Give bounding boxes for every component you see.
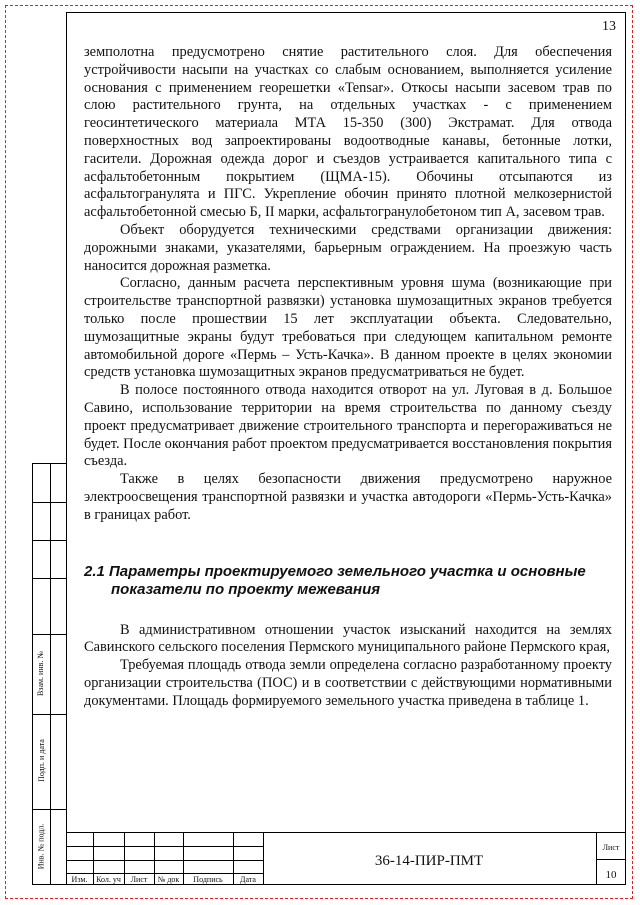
col-kol: Кол. уч	[96, 875, 121, 884]
document-code: 36-14-ПИР-ПМТ	[374, 853, 484, 869]
col-izm: Изм.	[71, 875, 88, 884]
side-label-vzam: Взам. инв. №	[36, 650, 46, 696]
col-ndok: № док	[157, 875, 180, 884]
col-data: Дата	[240, 875, 256, 884]
paragraph-4: В полосе постоянного отвода находится отворот на ул. Луговая в д. Большое Савино, использование территории на время строительства по данному съезду проект предусматривает движение строительного транспорта и перегораживаться не будет. После окончания работ проектом предусматривается восстановления покрытия съезда.	[84, 382, 613, 470]
sheet-number: 10	[605, 869, 617, 881]
sheet-label: Лист	[602, 843, 620, 852]
col-podpis: Подпись	[193, 875, 223, 884]
paragraph-6: В административном отношении участок изысканий находится на землях Савинского сельского поселения Пермского муниципального районе Пермского края,	[84, 621, 612, 656]
document-body	[84, 44, 612, 711]
title-block	[66, 832, 626, 885]
paragraph-1: земполотна предусмотрено снятие растительного слоя. Для обеспечения устройчивости насыпи на участках со слабым основанием, выполняется усиление основания с применением георешетки «Tensar». Откосы насыпи засевом трав по слою растительного грунта, на отдельных участках - с применением геосинтетического материала МТА 15-350 (300) Экстрамат. Для отвода поверхностных вод запроектированы водоотводные канавы, бетонные лотки, гасители. Дорожная одежда дорог и съездов устраивается капитального типа с асфальтобетонным покрытием (ЩМА-15). Обочины отсыпаются из асфальтогранулята и ПГС. Укрепление обочин принято плотной мелкозернистой асфальтобетонной смесью Б, II марки, асфальтогранулобетоном тип А, засевом трав.	[84, 44, 612, 221]
col-list: Лист	[130, 875, 148, 884]
paragraph-5: Также в целях безопасности движения предусмотрено наружное электроосвещения транспортной развязки и участка автодороги «Пермь-Усть-Качка» в границах работ.	[84, 471, 612, 523]
section-heading: 2.1 Параметры проектируемого земельного участка и основные показатели по проекту межевания	[84, 562, 586, 599]
side-label-podp: Подп. и дата	[36, 739, 46, 782]
paragraph-2: Объект оборудуется техническими средствами организации движения: дорожными знаками, указателями, барьерным ограждением. На проезжую часть наносится дорожная разметка.	[84, 221, 612, 274]
paragraph-7: Требуемая площадь отвода земли определена согласно разработанному проекту организации строительства (ПОС) и в соответствии с действующими нормативными документами. Площадь формируемого земельного участка приведена в таблице 1.	[84, 657, 612, 709]
page-number: 13	[602, 19, 616, 34]
paragraph-3: Согласно, данным расчета перспективным уровня шума (возникающие при строительстве транспортной развязки) установка шумозащитных экранов требуется только после прошествии 15 лет эксплуатации объекта. Следовательно, шумозащитные экраны будут требоваться при следующем капитальном ремонте автомобильной дороге «Пермь – Усть-Качка». В данном проекте в целях экономии средств установка шумозащитных экранов предусматриваться не будет.	[84, 275, 612, 381]
side-label-inv: Инв. № подл.	[36, 823, 46, 870]
